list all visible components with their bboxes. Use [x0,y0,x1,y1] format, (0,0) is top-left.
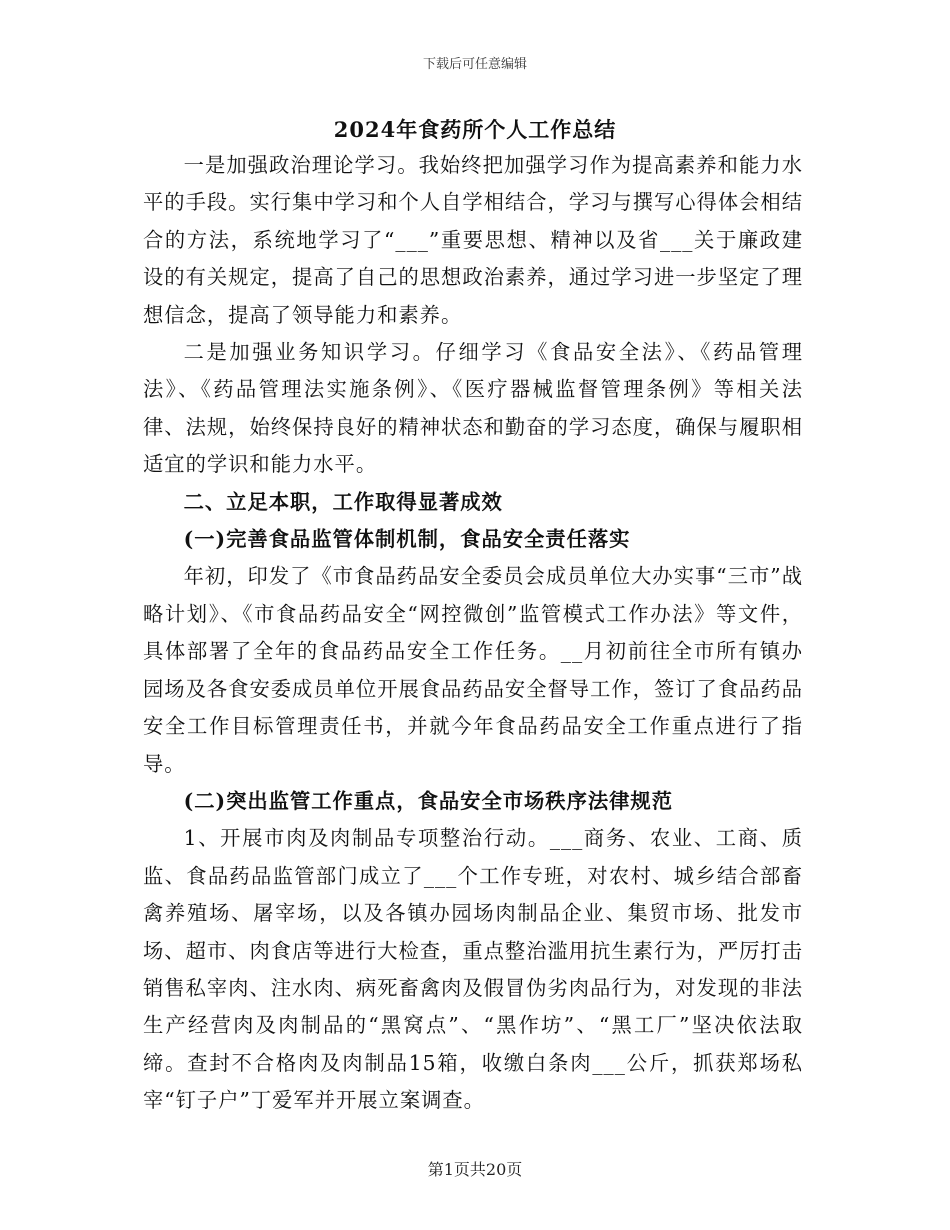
subsection-heading-2: (二)突出监管工作重点，食品安全市场秩序法律规范 [183,788,673,813]
page-footer: 第1页共20页 [427,1160,523,1179]
document-title: 2024年食药所个人工作总结 [333,117,617,142]
paragraph-business-study: 二是加强业务知识学习。仔细学习《食品安全法》、《药品管理法》、《药品管理法实施条例》、《医疗器械监督管理条例》等相关法律、法规，始终保持良好的精神状态和勤奋的学习态度，确保与履职相适宜的学识和能力水平。 [143,340,803,477]
subsection-heading-1: (一)完善食品监管体制机制，食品安全责任落实 [183,527,631,552]
paragraph-meat-inspection: 1、开展市肉及肉制品专项整治行动。___商务、农业、工商、质监、食品药品监管部门成立了___个工作专班，对农村、城乡结合部畜禽养殖场、屠宰场，以及各镇办园场肉制品企业、集贸市场、批发市场、超市、肉食店等进行大检查，重点整治滥用抗生素行为，严厉打击销售私宰肉、注水肉、病死畜禽肉及假冒伪劣肉品行为，对发现的非法生产经营肉及肉制品的“黑窝点”、“黑作坊”、“黑工厂”坚决依法取缔。查封不合格肉及肉制品15箱，收缴白条肉___公斤，抓获郑场私宰“钉子户”丁爱军并开展立案调查。 [143,826,803,1113]
paragraph-annual-plan: 年初，印发了《市食品药品安全委员会成员单位大办实事“三市”战略计划》、《市食品药品安全“网控微创”监管模式工作办法》等文件，具体部署了全年的食品药品安全工作任务。__月初前往全市所有镇办园场及各食安委成员单位开展食品药品安全督导工作，签订了食品药品安全工作目标管理责任书，并就今年食品药品安全工作重点进行了指导。 [143,564,803,776]
paragraph-political-study: 一是加强政治理论学习。我始终把加强学习作为提高素养和能力水平的手段。实行集中学习和个人自学相结合，学习与撰写心得体会相结合的方法，系统地学习了“___”重要思想、精神以及省___关于廉政建设的有关规定，提高了自己的思想政治素养，通过学习进一步坚定了理想信念，提高了领导能力和素养。 [143,153,803,327]
section-heading-2: 二、立足本职，工作取得显著成效 [183,489,503,514]
document-body [143,147,803,1120]
header-note: 下载后可任意编辑 [422,57,527,72]
